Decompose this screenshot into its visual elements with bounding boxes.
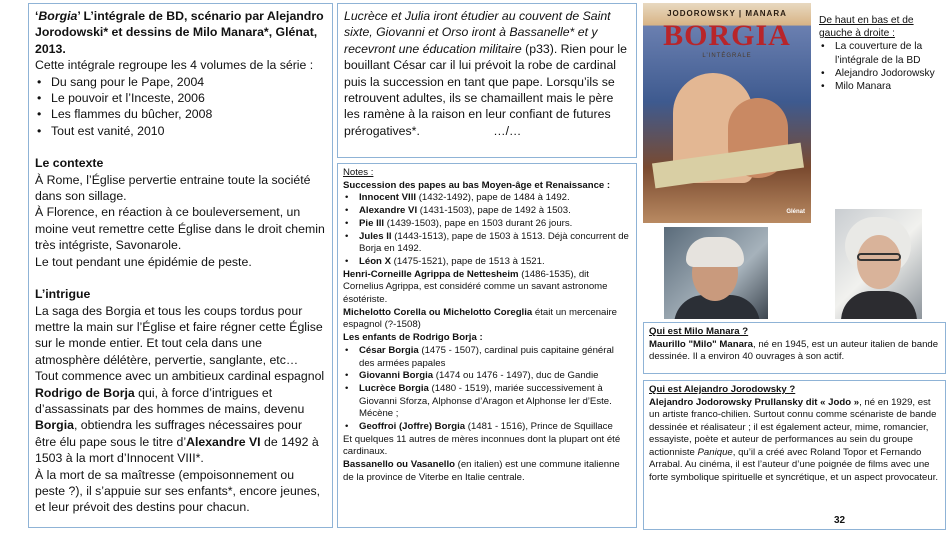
manara-name: Maurillo "Milo" Manara — [649, 338, 753, 350]
child-text: (1475 - 1507), cardinal puis capitaine général des armées papales — [359, 344, 614, 369]
pope-name: Jules II — [359, 230, 392, 242]
list-item: • Du sang pour le Pape, 2004 — [47, 74, 326, 90]
child-name: Lucrèce Borgia — [359, 382, 429, 394]
corella-text: était un mercenaire espagnol (?-1508) — [343, 306, 618, 331]
jodo-heading: Qui est Alejandro Jorodowsky ? — [649, 384, 796, 395]
list-item: • La couverture de la l’intégrale de la BD — [831, 40, 947, 66]
context-paragraph: Le tout pendant une épidémie de peste. — [35, 254, 252, 269]
children-heading: Les enfants de Rodrigo Borja : — [343, 332, 483, 344]
pope-name: Léon X — [359, 255, 391, 267]
continuation-text — [337, 3, 637, 158]
list-item — [355, 345, 631, 370]
manara-text: , né en 1945, est un auteur italien de bande dessinée. Il a environ 40 ouvrages à son actif. — [649, 338, 939, 362]
agrippa-note — [343, 269, 631, 307]
agrippa-name: Henri-Corneille Agrippa de Nettesheim — [343, 268, 519, 280]
jodorowsky-photo — [664, 227, 768, 319]
notes-box — [337, 163, 637, 528]
jodo-text: , qu’il a créé avec Roland Topor et Fernando Arrabal. Au cinéma, il est l’auteur d’une poignée de films avec une forte symbolique spirituelle et syncrétique, et un aspect provocateur. — [649, 446, 939, 483]
list-item: • Milo Manara — [831, 80, 947, 93]
volumes-list — [35, 74, 326, 140]
list-item — [355, 205, 631, 218]
pope-text: (1432-1492), pape de 1484 à 1492. — [416, 192, 570, 204]
pope-name: Pie III — [359, 217, 385, 229]
jodo-bio — [649, 397, 940, 485]
book-title: ‘Borgia’ L’intégrale de BD, scénario par Alejandro Jorodowski* et dessins de Milo Manara*, Glénat, 2013. — [35, 9, 324, 56]
continuation-rest: (p33). Rien pour le bouillant César car il lui prévoit la robe de cardinal puis la succession en tant que pape. Lorsqu’ils se retrouvent adultes, ils se chamaillent mais le père les ramène à la raison en leur confiant de futures prérogatives*. — [344, 41, 627, 138]
plot-text: , obtiendra les suffrages nécessaires pour être élu pape sous le titre d’ — [35, 418, 303, 449]
list-item — [355, 231, 631, 256]
list-item: • Le pouvoir et l’Inceste, 2006 — [47, 90, 326, 106]
list-item — [355, 256, 631, 269]
child-name: Giovanni Borgia — [359, 370, 434, 382]
page-number: 32 — [834, 515, 846, 526]
plot-name-alexandre: Alexandre VI — [186, 434, 261, 449]
bassanello-text: (en italien) est une commune italienne de la province de Viterbe en Italie centrale. — [343, 459, 620, 483]
context-paragraph: À Florence, en réaction à ce bouleversement, un moine veut remettre cette Église dans le droit chemin très intégriste, Savonarole. — [35, 205, 325, 253]
context-heading: Le contexte — [35, 156, 104, 171]
book-title-rest: ’ L’intégrale de BD, scénario par Alejandro Jorodowski* et dessins de Milo Manara*, Glénat, 2013. — [35, 9, 324, 56]
list-item: • Tout est vanité, 2010 — [47, 123, 326, 139]
manara-photo — [835, 209, 922, 319]
cover-publisher-logo: Glénat — [786, 209, 805, 215]
child-text: (1481 - 1516), Prince de Squillace — [465, 421, 613, 433]
children-extra: Et quelques 11 autres de mères inconnues dont la plupart ont été cardinaux. — [343, 433, 621, 458]
agrippa-text: (1486-1535), dit Cornelius Agrippa, est considéré comme un savant astronome ésotériste. — [343, 268, 608, 306]
popes-heading: Succession des papes au bas Moyen-âge et Renaissance : — [343, 179, 611, 191]
plot-text: qui, à force d’intrigues et d’assassinats par des hommes de mains, devenu — [35, 385, 305, 416]
plot-text: Tout commence avec un ambitieux cardinal espagnol — [35, 369, 325, 384]
pope-text: (1431-1503), pape de 1492 à 1503. — [417, 205, 571, 217]
list-item — [355, 421, 631, 434]
continuation-italic: Lucrèce et Julia iront étudier au couvent de Saint sixte, Giovanni et Orso iront à Bassanelle* et y recevront une éducation militaire — [344, 9, 611, 56]
caption-heading: De haut en bas et de gauche à droite : — [819, 15, 914, 40]
list-item: • Les flammes du bûcher, 2008 — [47, 106, 326, 122]
manara-heading: Qui est Milo Manara ? — [649, 326, 749, 337]
child-text: (1474 ou 1476 - 1497), duc de Gandie — [433, 370, 599, 382]
manara-bio — [649, 339, 940, 364]
list-item — [355, 192, 631, 205]
bassanello-note — [343, 459, 631, 484]
photo-hair — [686, 237, 744, 267]
jodo-text-italic: Panique — [697, 446, 733, 458]
popes-list — [343, 192, 631, 268]
pope-text: (1475-1521), pape de 1513 à 1521. — [390, 255, 545, 267]
image-caption — [819, 14, 947, 93]
photo-body — [841, 291, 917, 319]
plot-name-borgia: Borgia — [35, 418, 74, 433]
cover-title: BORGIA — [663, 19, 791, 52]
list-item — [355, 218, 631, 231]
plot-heading: L’intrigue — [35, 287, 91, 302]
cover-authors: JODOROWSKY | MANARA — [667, 9, 787, 18]
jodorowsky-bio-box — [643, 380, 946, 530]
pope-text: (1439-1503), pape en 1503 durant 26 jours. — [384, 217, 573, 229]
pope-text: (1443-1513), pape de 1503 à 1513. Déjà concurrent de Borja en 1492. — [359, 230, 629, 255]
notes-heading: Notes : — [343, 167, 374, 178]
photo-glasses — [857, 253, 901, 261]
children-list — [343, 345, 631, 434]
plot-name-rodrigo: Rodrigo de Borja — [35, 385, 135, 400]
manara-bio-box — [643, 322, 946, 374]
list-item — [355, 383, 631, 421]
corella-name: Michelotto Corella ou Michelotto Coreglia — [343, 306, 533, 318]
main-text-column — [28, 3, 333, 528]
plot-text: de 1492 à 1503 à la mort d’Innocent VIII*. — [35, 434, 319, 466]
book-cover-image — [643, 3, 811, 223]
continuation-ellipsis: …/… — [493, 123, 522, 138]
jodo-text: , né en 1929, est un artiste franco-chilien. Surtout connu comme scénariste de bande dessinée et réalisateur ; il est également acteur, mime, romancier, essayiste, poète et auteur de performances au sein du groupe actionniste — [649, 396, 937, 458]
book-title-italic: Borgia — [38, 9, 78, 23]
list-item: • Alejandro Jodorowsky — [831, 67, 947, 80]
jodo-name: Alejandro Jodorowsky Prullansky dit « Jodo » — [649, 396, 860, 408]
plot-paragraph: La saga des Borgia et tous les coups tordus pour mettre la main sur l’Église et faire régner cette Église sur le monde entier. Et tout cela dans une atmosphère délétère, pervertie, sanglante, etc… — [35, 303, 323, 367]
continuation-paragraph — [344, 8, 630, 139]
context-paragraph: À Rome, l’Église pervertie entraine toute la société dans son sillage. — [35, 172, 311, 204]
child-name: Geoffroi (Joffre) Borgia — [359, 421, 466, 433]
corella-note — [343, 307, 631, 332]
photo-face — [857, 235, 901, 289]
pope-name: Innocent VIII — [359, 192, 417, 204]
list-item — [355, 370, 631, 383]
bassanello-name: Bassanello ou Vasanello — [343, 459, 455, 471]
child-text: (1480 - 1519), mariée successivement à Giovanni Sforza, Alphonse d’Aragon et Alphonse Ier d’Este. Mécène ; — [359, 382, 612, 420]
child-name: César Borgia — [359, 344, 419, 356]
cover-subtitle: L’INTÉGRALE — [702, 53, 752, 59]
volumes-intro: Cette intégrale regroupe les 4 volumes de la série : — [35, 58, 314, 73]
plot-paragraph — [35, 368, 326, 466]
caption-list — [819, 40, 947, 93]
plot-paragraph: À la mort de sa maîtresse (empoisonnement ou peste ?), il s’appuie sur ses enfants*, encore jeunes, et leur prévoit des destins pour chacun. — [35, 467, 321, 515]
pope-name: Alexandre VI — [359, 205, 418, 217]
